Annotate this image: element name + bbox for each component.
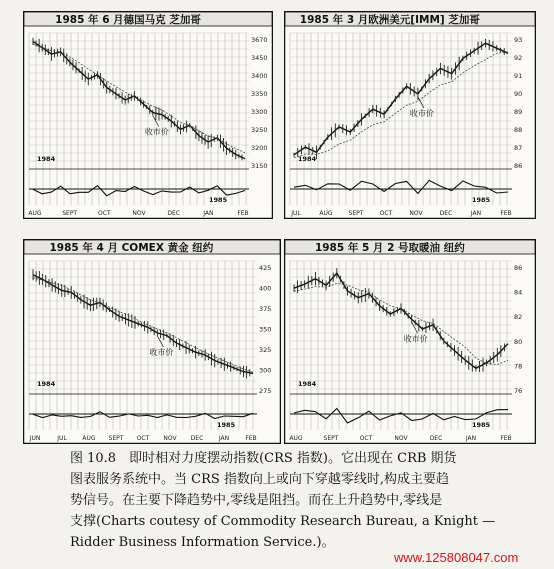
y-tick-label: 90 xyxy=(514,90,523,98)
chart-panel-4 xyxy=(284,239,536,444)
watermark: www.125808047.com xyxy=(394,550,519,565)
close-price-label: 收市价 xyxy=(403,334,428,344)
x-tick-label: FEB xyxy=(245,435,257,442)
chart-title: 1985 年 3 月欧洲美元[IMM] 芝加哥 xyxy=(299,14,480,26)
x-tick-label: SEPT xyxy=(62,210,78,217)
y-tick-label: 3250 xyxy=(251,126,268,134)
y-tick-label: 80 xyxy=(514,337,523,346)
chart-panel-1 xyxy=(23,11,273,219)
y-tick-label: 76 xyxy=(514,387,523,395)
x-tick-label: JAN xyxy=(203,210,214,217)
y-tick-label: 88 xyxy=(514,126,523,134)
caption-line-2: 图表服务系统中。当 CRS 指数向上或向下穿越零线时,构成主要趋 xyxy=(70,472,450,487)
x-tick-label: NOV xyxy=(409,210,423,217)
x-tick-label: OCT xyxy=(379,210,393,217)
y-tick-label: 3150 xyxy=(251,162,268,170)
chart-panel-3 xyxy=(23,239,281,444)
x-tick-label: DEC xyxy=(429,435,443,442)
y-tick-label: 3200 xyxy=(251,144,268,152)
y-tick-label: 86 xyxy=(514,162,523,170)
year-label: 1985 xyxy=(209,196,228,204)
y-tick-label: 3670 xyxy=(251,36,268,44)
x-tick-label: FEB xyxy=(500,210,512,217)
caption-line-1: 图 10.8 即时相对力度摆动指数(CRS 指数)。它出现在 CRB 期货 xyxy=(70,451,457,466)
y-tick-label: 87 xyxy=(514,144,523,152)
x-tick-label: OCT xyxy=(359,435,373,442)
y-tick-label: 425 xyxy=(259,264,272,272)
x-tick-label: OCT xyxy=(136,435,150,442)
y-tick-label: 3350 xyxy=(251,90,268,98)
year-label: 1984 xyxy=(298,380,317,388)
year-label: 1985 xyxy=(217,421,236,429)
y-tick-label: 89 xyxy=(514,108,523,116)
x-tick-label: SEPT xyxy=(348,210,364,217)
x-tick-label: FEB xyxy=(500,435,512,442)
y-tick-label: 82 xyxy=(514,313,523,322)
close-price-label: 收市价 xyxy=(409,108,434,118)
close-price-label: 收市价 xyxy=(144,127,169,137)
x-tick-label: SEPT xyxy=(108,435,124,442)
x-tick-label: JAN xyxy=(465,435,477,442)
year-label: 1984 xyxy=(298,155,317,163)
year-label: 1985 xyxy=(472,421,491,429)
chart-panel-2 xyxy=(284,11,536,219)
caption-line-4: 支撑(Charts coutesy of Commodity Research Bureau, a Knight — xyxy=(70,514,496,529)
y-tick-label: 78 xyxy=(514,362,523,371)
x-tick-label: JAN xyxy=(218,435,230,442)
year-label: 1985 xyxy=(472,196,491,204)
x-tick-label: JAN xyxy=(470,210,482,217)
y-tick-label: 86 xyxy=(514,264,523,272)
y-tick-label: 300 xyxy=(259,366,272,375)
x-tick-label: AUG xyxy=(82,435,96,442)
x-tick-label: JUN xyxy=(29,435,41,442)
y-tick-label: 3300 xyxy=(251,108,268,116)
x-tick-label: AUG xyxy=(28,210,42,217)
y-tick-label: 375 xyxy=(259,305,272,313)
chart-title: 1985 年 5 月 2 号取暖油 纽约 xyxy=(314,242,465,254)
y-tick-label: 92 xyxy=(514,54,523,62)
caption-line-3: 势信号。在主要下降趋势中,零线是阻挡。而在上升趋势中,零线是 xyxy=(70,493,443,508)
y-tick-label: 91 xyxy=(514,72,523,80)
x-tick-label: DEC xyxy=(167,210,180,217)
year-label: 1984 xyxy=(37,155,56,163)
x-tick-label: FEB xyxy=(237,210,249,217)
year-label: 1984 xyxy=(37,380,56,388)
x-tick-label: AUG xyxy=(289,435,303,442)
x-tick-label: DEC xyxy=(190,435,204,442)
y-tick-label: 325 xyxy=(259,346,272,354)
y-tick-label: 275 xyxy=(259,387,272,395)
x-tick-label: NOV xyxy=(132,210,146,217)
x-tick-label: OCT xyxy=(98,210,111,217)
y-tick-label: 93 xyxy=(514,36,523,44)
x-tick-label: SEPT xyxy=(323,435,339,442)
figure-caption xyxy=(70,448,540,553)
chart-title: 1985 年 4 月 COMEX 黄金 纽约 xyxy=(49,242,214,254)
y-tick-label: 350 xyxy=(259,325,272,334)
x-tick-label: JUL xyxy=(291,210,301,217)
x-tick-label: JUL xyxy=(57,435,67,442)
y-tick-label: 3400 xyxy=(251,72,268,80)
chart-title: 1985 年 6 月德国马克 芝加哥 xyxy=(55,14,201,26)
y-tick-label: 84 xyxy=(514,288,523,297)
x-tick-label: AUG xyxy=(319,210,333,217)
x-tick-label: NOV xyxy=(394,435,408,442)
caption-line-5: Ridder Business Information Service.)。 xyxy=(70,535,335,550)
y-tick-label: 400 xyxy=(259,284,272,293)
y-tick-label: 3450 xyxy=(251,54,268,62)
x-tick-label: NOV xyxy=(163,435,177,442)
x-tick-label: DEC xyxy=(439,210,453,217)
close-price-label: 收市价 xyxy=(149,347,174,357)
panel-frame xyxy=(24,240,281,444)
